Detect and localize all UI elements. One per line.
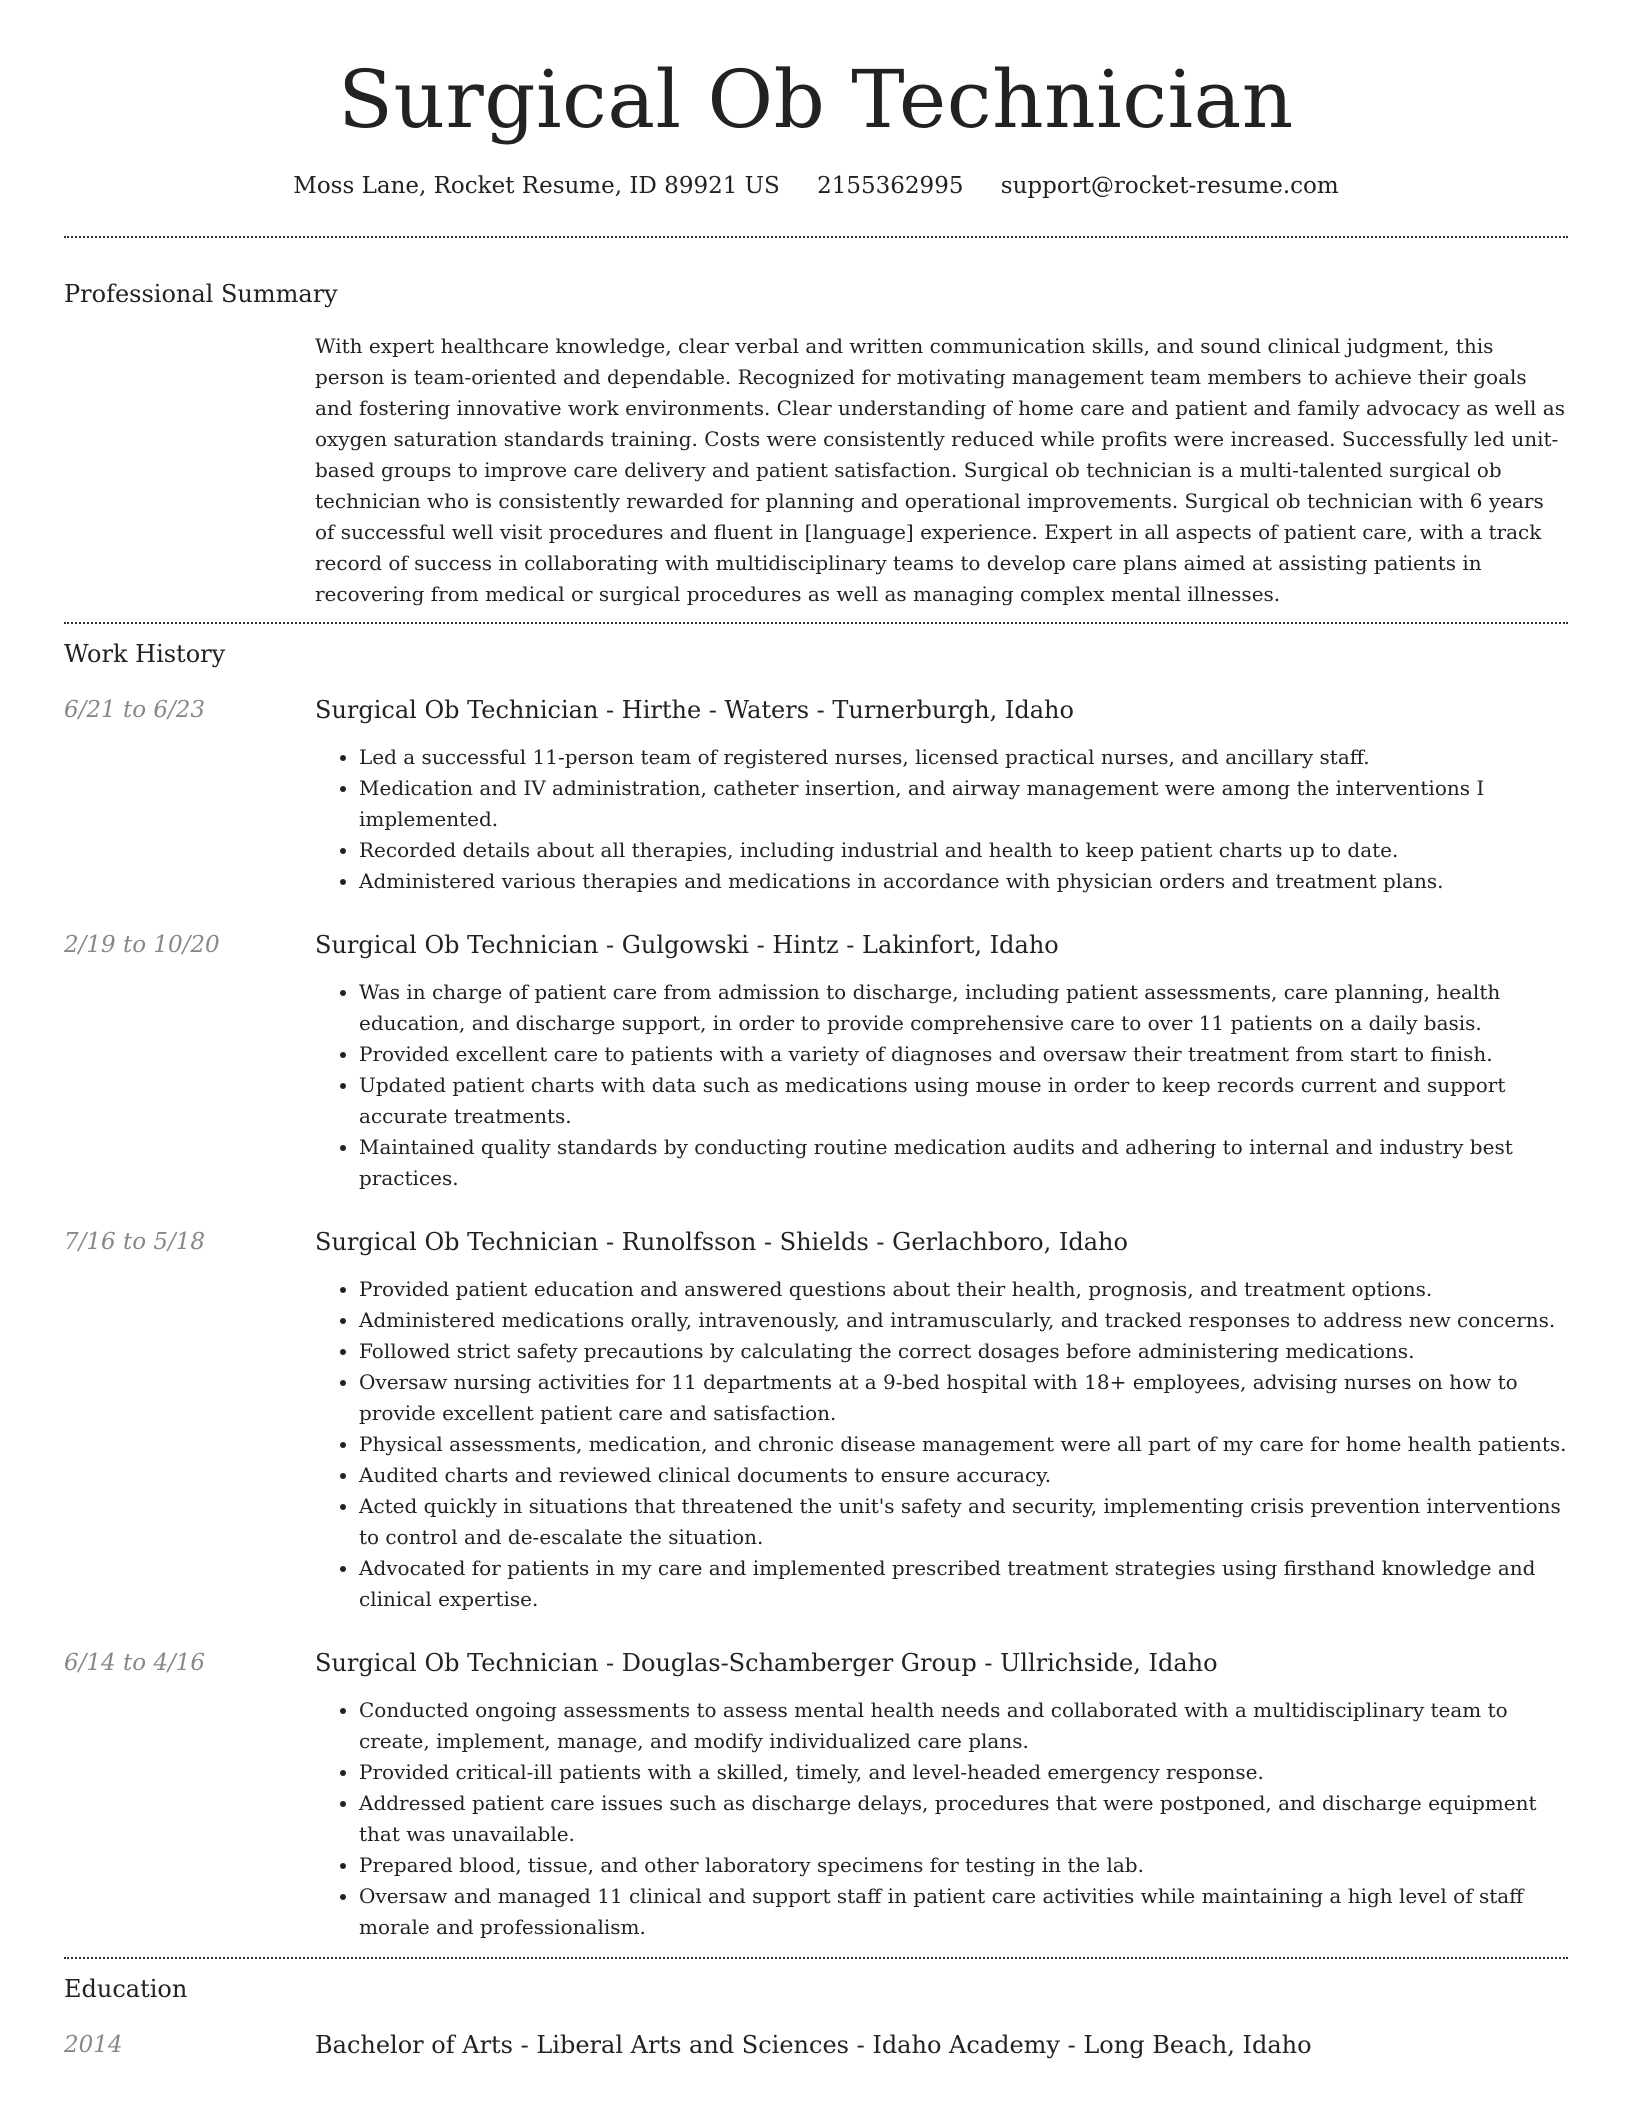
work-entry-dates: 6/14 to 4/16 — [64, 1650, 206, 1676]
work-entry-dates: 2/19 to 10/20 — [64, 932, 220, 958]
summary-section — [64, 278, 1568, 610]
section-divider — [64, 1957, 1568, 1959]
bullet-item: • Led a successful 11-person team of registered nurses, licensed practical nurses, and ancillary staff. — [359, 742, 1568, 773]
work-entry-bullets — [315, 1695, 1568, 1943]
bullet-item: • Addressed patient care issues such as discharge delays, procedures that were postponed, and discharge equipment that was unavailable. — [359, 1788, 1568, 1850]
work-entry — [64, 1226, 1568, 1615]
work-entry-bullets — [315, 742, 1568, 897]
section-divider — [64, 236, 1568, 238]
bullet-item: • Administered medications orally, intravenously, and intramuscularly, and tracked responses to address new concerns. — [359, 1305, 1568, 1336]
education-entry — [64, 2029, 1568, 2061]
work-entry-body — [315, 929, 1568, 1194]
contact-address: Moss Lane, Rocket Resume, ID 89921 US — [293, 173, 780, 199]
education-section — [64, 1973, 1568, 2061]
summary-title: Professional Summary — [64, 280, 338, 308]
work-entry-dates: 7/16 to 5/18 — [64, 1229, 206, 1255]
bullet-item: • Updated patient charts with data such as medications using mouse in order to keep records current and support accurate treatments. — [359, 1070, 1568, 1132]
education-entry-body — [315, 2029, 1568, 2061]
bullet-item: • Was in charge of patient care from admission to discharge, including patient assessments, care planning, health education, and discharge support, in order to provide comprehensive care to over 11 patients on a daily basis. — [359, 977, 1568, 1039]
work-entry-body — [315, 1647, 1568, 1943]
bullet-item: • Medication and IV administration, catheter insertion, and airway management were among the interventions I implemented. — [359, 773, 1568, 835]
bullet-item: • Provided critical-ill patients with a skilled, timely, and level-headed emergency response. — [359, 1757, 1568, 1788]
education-year: 2014 — [64, 2032, 123, 2058]
work-entry — [64, 929, 1568, 1194]
work-history-title: Work History — [64, 640, 226, 668]
work-entry-heading: Surgical Ob Technician - Runolfsson - Shields - Gerlachboro, Idaho — [315, 1228, 1128, 1256]
bullet-item: • Acted quickly in situations that threatened the unit's safety and security, implementing crisis prevention interventions to control and de-escalate the situation. — [359, 1491, 1568, 1553]
summary-text: With expert healthcare knowledge, clear verbal and written communication skills, and sound clinical judgment, this person is team-oriented and dependable. Recognized for motivating management team members to achieve their goals and fostering innovative work environments. Clear understanding of home care and patient and family advocacy as well as oxygen saturation standards training. Costs were consistently reduced while profits were increased. Successfully led unit-based groups to improve care delivery and patient satisfaction. Surgical ob technician is a multi-talented surgical ob technician who is consistently rewarded for planning and operational improvements. Surgical ob technician with 6 years of successful well visit procedures and fluent in [language] experience. Expert in all aspects of patient care, with a track record of success in collaborating with multidisciplinary teams to develop care plans aimed at assisting patients in recovering from medical or surgical procedures as well as managing complex mental illnesses. — [315, 334, 1565, 606]
work-entry-body — [315, 1226, 1568, 1615]
work-entry-heading: Surgical Ob Technician - Gulgowski - Hintz - Lakinfort, Idaho — [315, 931, 1059, 959]
work-entry-dates: 6/21 to 6/23 — [64, 697, 206, 723]
bullet-item: • Administered various therapies and medications in accordance with physician orders and treatment plans. — [359, 866, 1568, 897]
bullet-item: • Audited charts and reviewed clinical documents to ensure accuracy. — [359, 1460, 1568, 1491]
education-heading: Bachelor of Arts - Liberal Arts and Sciences - Idaho Academy - Long Beach, Idaho — [315, 2031, 1312, 2059]
work-entry-heading: Surgical Ob Technician - Douglas-Schamberger Group - Ullrichside, Idaho — [315, 1649, 1218, 1677]
bullet-item: • Maintained quality standards by conducting routine medication audits and adhering to internal and industry best practices. — [359, 1132, 1568, 1194]
candidate-name: Surgical Ob Technician — [338, 53, 1294, 146]
work-entry — [64, 1647, 1568, 1943]
bullet-item: • Provided excellent care to patients with a variety of diagnoses and oversaw their treatment from start to finish. — [359, 1039, 1568, 1070]
bullet-item: • Oversaw nursing activities for 11 departments at a 9-bed hospital with 18+ employees, advising nurses on how to provide excellent patient care and satisfaction. — [359, 1367, 1568, 1429]
bullet-item: • Provided patient education and answered questions about their health, prognosis, and treatment options. — [359, 1274, 1568, 1305]
contact-email[interactable]: support@rocket-resume.com — [1000, 173, 1339, 199]
bullet-item: • Physical assessments, medication, and chronic disease management were all part of my care for home health patients. — [359, 1429, 1568, 1460]
education-title: Education — [64, 1975, 188, 2003]
work-entry — [64, 694, 1568, 897]
bullet-item: • Advocated for patients in my care and implemented prescribed treatment strategies using firsthand knowledge and clinical expertise. — [359, 1553, 1568, 1615]
work-history-section — [64, 638, 1568, 1943]
contact-phone: 2155362995 — [817, 173, 964, 199]
work-entry-body — [315, 694, 1568, 897]
work-entry-bullets — [315, 1274, 1568, 1615]
bullet-item: • Followed strict safety precautions by calculating the correct dosages before administering medications. — [359, 1336, 1568, 1367]
bullet-item: • Oversaw and managed 11 clinical and support staff in patient care activities while maintaining a high level of staff morale and professionalism. — [359, 1881, 1568, 1943]
bullet-item: • Recorded details about all therapies, including industrial and health to keep patient charts up to date. — [359, 835, 1568, 866]
work-entry-bullets — [315, 977, 1568, 1194]
contact-line — [64, 170, 1568, 202]
bullet-item: • Prepared blood, tissue, and other laboratory specimens for testing in the lab. — [359, 1850, 1568, 1881]
bullet-item: • Conducted ongoing assessments to assess mental health needs and collaborated with a multidisciplinary team to create, implement, manage, and modify individualized care plans. — [359, 1695, 1568, 1757]
work-entry-heading: Surgical Ob Technician - Hirthe - Waters - Turnerburgh, Idaho — [315, 696, 1074, 724]
section-divider — [64, 622, 1568, 624]
